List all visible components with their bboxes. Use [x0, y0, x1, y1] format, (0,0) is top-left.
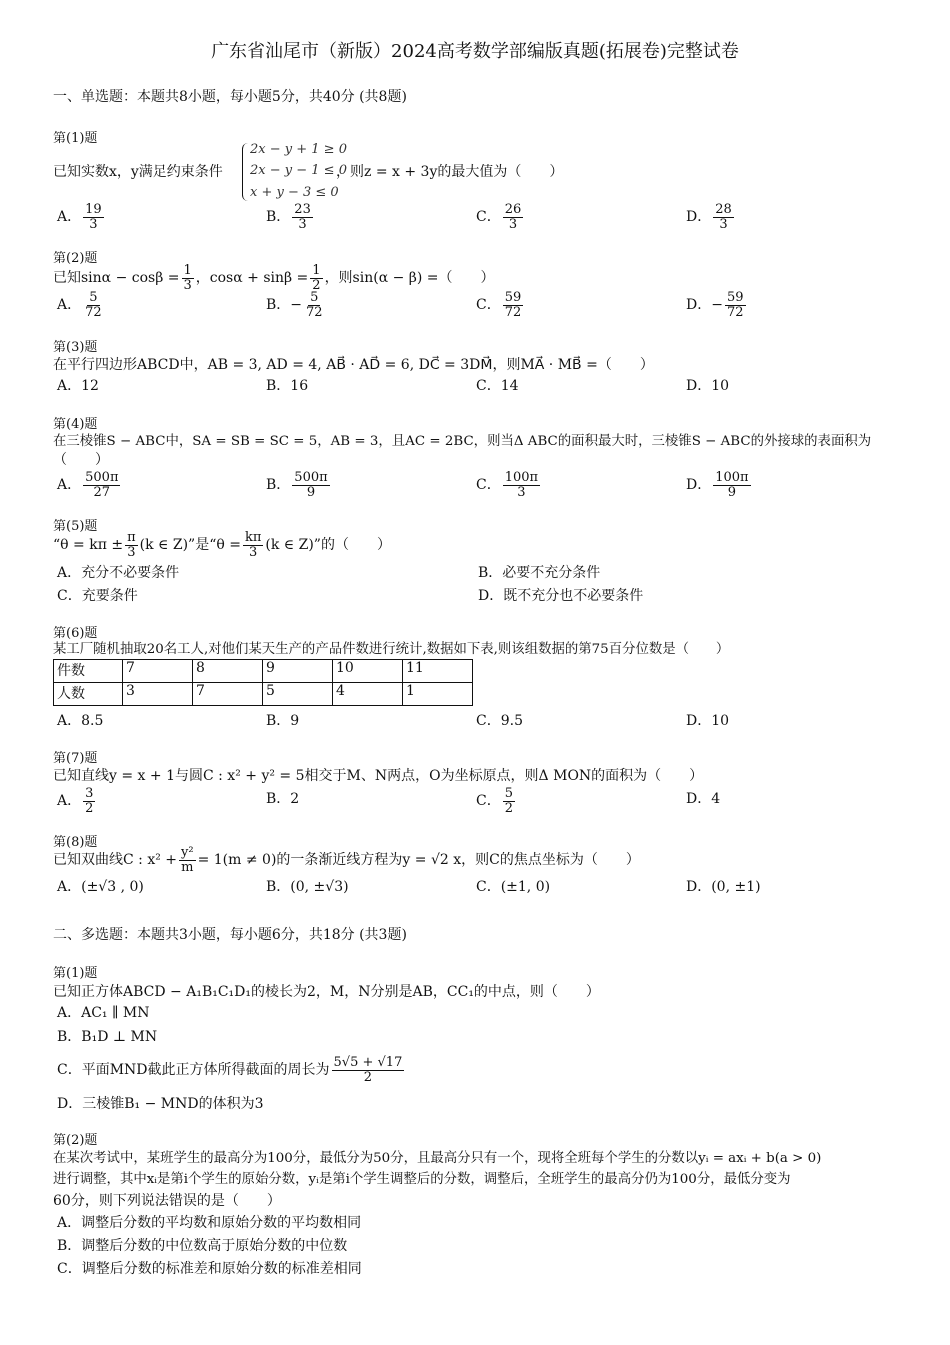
- question-number: 第(2)题: [53, 251, 98, 266]
- table-row: [54, 660, 473, 683]
- option-a[interactable]: A． $\frac{500\pi}{27}$: [57, 470, 119, 500]
- table-cell: 4: [333, 683, 403, 706]
- table-cell: 10: [333, 660, 403, 683]
- option-c[interactable]: C． $\frac{59}{72}$: [476, 290, 522, 320]
- option-c[interactable]: C．平面MND截此正方体所得截面的周长为 $\frac{5√5 + √17}{2}$: [57, 1055, 403, 1085]
- table-cell: 3: [123, 683, 193, 706]
- question-stem: 已知直线y = x + 1与圆C : x² + y² = 5相交于M、N两点，O为坐标原点，则Δ MON的面积为（ ）: [53, 768, 704, 784]
- question-stem: 在三棱锥S − ABC中，SA = SB = SC = 5，AB = 3，且AC = 2BC，则当Δ ABC的面积最大时，三棱锥S − ABC的外接球的表面积为: [53, 434, 872, 449]
- table-cell: 人数: [54, 683, 123, 706]
- question-stem: 已知双曲线C : x² + $\frac{\text{y²}}{m}$ = 1(m ≠ 0)的一条渐近线方程为y = √2 x，则C的焦点坐标为（ ）: [53, 845, 640, 875]
- question-stem: “θ = kπ ± $\frac{\pi}{3}$ (k ∈ Z)”是“θ = $\frac{k\pi}{3}$ (k ∈ Z)”的（ ）: [53, 530, 391, 560]
- question-stem-line: 60分，则下列说法错误的是（ ）: [53, 1193, 281, 1209]
- option-c[interactable]: C． $\frac{5}{2}$: [476, 786, 513, 816]
- option-b[interactable]: B． $\frac{500\pi}{9}$: [266, 470, 328, 500]
- question-number: 第(8)题: [53, 835, 98, 850]
- option-d[interactable]: D．既不充分也不必要条件: [478, 588, 644, 604]
- table-cell: 8: [193, 660, 263, 683]
- question-number: 第(5)题: [53, 519, 98, 534]
- table-cell: 11: [403, 660, 473, 683]
- option-b[interactable]: B．调整后分数的中位数高于原始分数的中位数: [57, 1238, 348, 1254]
- question-stem: 已知sinα − cosβ = $\frac{1}{3}$ ，cosα + sinβ = $\frac{1}{2}$ ，则sin(α − β) =（ ）: [53, 263, 495, 293]
- section-heading-single-choice: 一、单选题：本题共8小题，每小题5分，共40分 (共8题): [53, 89, 407, 105]
- question-number: 第(7)题: [53, 751, 98, 766]
- option-b[interactable]: B．− $\frac{5}{72}$: [266, 290, 323, 320]
- question-number: 第(1)题: [53, 966, 98, 981]
- option-d[interactable]: D．(0, ±1): [686, 879, 761, 895]
- question-number: 第(2)题: [53, 1133, 98, 1148]
- option-b[interactable]: B．必要不充分条件: [478, 565, 601, 581]
- option-d[interactable]: D．4: [686, 791, 721, 807]
- option-a[interactable]: A．AC₁ ∥ MN: [57, 1005, 150, 1021]
- option-c[interactable]: C．9.5: [476, 713, 523, 729]
- data-table: [53, 659, 473, 706]
- option-d[interactable]: D．− $\frac{59}{72}$: [686, 290, 744, 320]
- question-stem-line: 在某次考试中，某班学生的最高分为100分，最低分为50分，且最高分只有一个，现将全班每个学生的分数以yᵢ = axᵢ + b(a > 0): [53, 1151, 822, 1166]
- constraint-3: x + y − 3 ≤ 0: [250, 185, 339, 200]
- option-d[interactable]: D． $\frac{28}{3}$: [686, 202, 732, 232]
- option-a[interactable]: A．充分不必要条件: [57, 565, 180, 581]
- option-d[interactable]: D．三棱锥B₁ − MND的体积为3: [57, 1096, 264, 1112]
- option-b[interactable]: B． $\frac{23}{3}$: [266, 202, 311, 232]
- question-stem: 在平行四边形ABCD中，AB = 3, AD = 4, AB⃗ · AD⃗ = 6, DC⃗ = 3DM⃗，则MA⃗ · MB⃗ =（ ）: [53, 357, 654, 373]
- option-d[interactable]: D．10: [686, 378, 730, 394]
- option-a[interactable]: A．(±√3 , 0): [57, 879, 144, 895]
- option-a[interactable]: A．12: [57, 378, 99, 394]
- option-b[interactable]: B．B₁D ⊥ MN: [57, 1029, 158, 1045]
- question-number: 第(1)题: [53, 131, 98, 146]
- option-a[interactable]: A． $\frac{5}{72}$: [57, 290, 102, 320]
- option-b[interactable]: B．9: [266, 713, 300, 729]
- option-c[interactable]: C． $\frac{26}{3}$: [476, 202, 522, 232]
- question-stem: 已知正方体ABCD − A₁B₁C₁D₁的棱长为2，M，N分别是AB，CC₁的中点，则（ ）: [53, 984, 600, 1000]
- table-cell: 5: [263, 683, 333, 706]
- table-cell: 9: [263, 660, 333, 683]
- option-c[interactable]: C．14: [476, 378, 519, 394]
- constraint-1: 2x − y + 1 ≥ 0: [250, 142, 347, 157]
- question-stem: 已知实数x，y满足约束条件: [53, 164, 223, 180]
- table-cell: 7: [123, 660, 193, 683]
- system-brace: [242, 143, 249, 201]
- table-cell: 件数: [54, 660, 123, 683]
- question-stem-tail: （ ）: [53, 452, 109, 468]
- question-number: 第(4)题: [53, 417, 98, 432]
- option-a[interactable]: A． $\frac{3}{2}$: [57, 786, 94, 816]
- constraint-2: 2x − y − 1 ≤ 0: [250, 163, 347, 178]
- option-c[interactable]: C．(±1, 0): [476, 879, 551, 895]
- question-number: 第(6)题: [53, 626, 98, 641]
- option-a[interactable]: A．8.5: [57, 713, 104, 729]
- table-cell: 7: [193, 683, 263, 706]
- table-row: [54, 683, 473, 706]
- table-cell: 1: [403, 683, 473, 706]
- section-heading-multi-choice: 二、多选题：本题共3小题，每小题6分，共18分 (共3题): [53, 927, 407, 943]
- question-number: 第(3)题: [53, 340, 98, 355]
- option-c[interactable]: C．调整后分数的标准差和原始分数的标准差相同: [57, 1261, 362, 1277]
- question-stem-tail: ，则z = x + 3y的最大值为（ ）: [336, 164, 564, 180]
- question-stem-line: 进行调整，其中xᵢ是第i个学生的原始分数，yᵢ是第i个学生调整后的分数，调整后，全班学生的最高分仍为100分，最低分变为: [53, 1172, 791, 1187]
- option-b[interactable]: B．2: [266, 791, 300, 807]
- option-b[interactable]: B．(0, ±√3): [266, 879, 349, 895]
- option-c[interactable]: C．充要条件: [57, 588, 138, 604]
- question-stem: 某工厂随机抽取20名工人,对他们某天生产的产品件数进行统计,数据如下表,则该组数据的第75百分位数是（ ）: [53, 642, 730, 657]
- option-d[interactable]: D． $\frac{100\pi}{9}$: [686, 470, 749, 500]
- option-d[interactable]: D．10: [686, 713, 730, 729]
- option-a[interactable]: A． $\frac{19}{3}$: [57, 202, 102, 232]
- option-a[interactable]: A．调整后分数的平均数和原始分数的平均数相同: [57, 1215, 362, 1231]
- page-title: 广东省汕尾市（新版）2024高考数学部编版真题(拓展卷)完整试卷: [211, 41, 739, 62]
- option-c[interactable]: C． $\frac{100\pi}{3}$: [476, 470, 539, 500]
- option-b[interactable]: B．16: [266, 378, 309, 394]
